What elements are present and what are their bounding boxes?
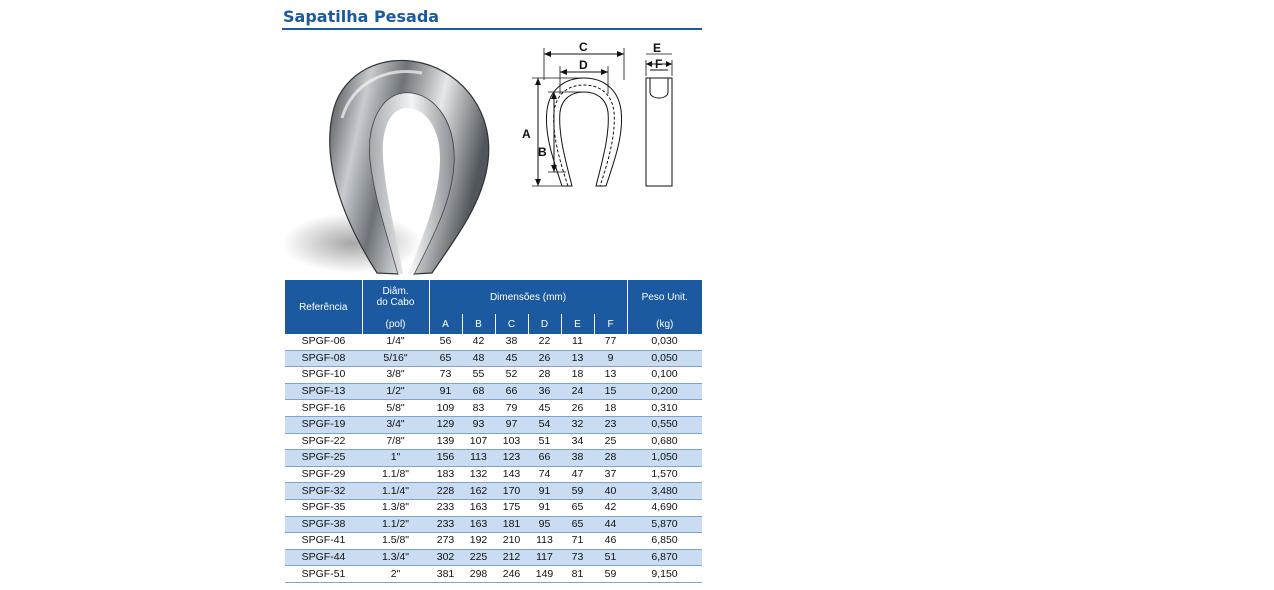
col-header-peso-unit: (kg) [627,314,702,334]
cell-e: 13 [561,350,594,367]
cell-d: 22 [528,334,561,350]
cell-a: 183 [429,466,462,483]
cell-e: 32 [561,416,594,433]
cell-d: 91 [528,483,561,500]
cell-f: 51 [594,549,627,566]
cell-d: 51 [528,433,561,450]
cell-b: 163 [462,499,495,516]
cell-referencia: SPGF-51 [285,566,362,583]
cell-d: 36 [528,383,561,400]
cell-b: 113 [462,450,495,467]
cell-peso: 0,030 [627,334,702,350]
cell-diam: 1.5/8" [362,533,429,550]
cell-e: 59 [561,483,594,500]
cell-f: 28 [594,450,627,467]
table-body [285,334,702,582]
dim-label-f: F [655,57,663,71]
thimble-dimension-drawing-icon [522,40,702,200]
table-row [285,383,702,400]
cell-referencia: SPGF-25 [285,450,362,467]
table-row [285,533,702,550]
cell-referencia: SPGF-10 [285,367,362,384]
cell-a: 73 [429,367,462,384]
cell-diam: 1/2" [362,383,429,400]
cell-b: 298 [462,566,495,583]
table-row [285,350,702,367]
table-row [285,334,702,350]
cell-e: 38 [561,450,594,467]
cell-c: 123 [495,450,528,467]
dim-label-d: D [579,58,588,72]
cell-e: 47 [561,466,594,483]
col-header-diam-line1: Diâm. [382,286,409,297]
cell-e: 65 [561,499,594,516]
cell-c: 212 [495,549,528,566]
cell-a: 109 [429,400,462,417]
col-header-dim-e: E [561,314,594,334]
product-sheet [282,4,702,580]
cell-b: 225 [462,549,495,566]
cell-a: 91 [429,383,462,400]
col-header-diam-unit: (pol) [362,314,429,334]
figures [282,30,702,280]
cell-a: 273 [429,533,462,550]
cell-c: 246 [495,566,528,583]
cell-c: 210 [495,533,528,550]
col-header-dim-a: A [429,314,462,334]
cell-f: 9 [594,350,627,367]
cell-referencia: SPGF-38 [285,516,362,533]
cell-c: 103 [495,433,528,450]
cell-f: 46 [594,533,627,550]
cell-peso: 0,050 [627,350,702,367]
table-row [285,367,702,384]
cell-d: 91 [528,499,561,516]
cell-diam: 3/8" [362,367,429,384]
cell-a: 233 [429,499,462,516]
cell-diam: 1" [362,450,429,467]
cell-d: 95 [528,516,561,533]
cell-c: 45 [495,350,528,367]
cell-f: 42 [594,499,627,516]
cell-b: 68 [462,383,495,400]
cell-peso: 3,480 [627,483,702,500]
cell-peso: 6,850 [627,533,702,550]
col-header-diam-line2: do Cabo [376,297,415,308]
cell-e: 65 [561,516,594,533]
cell-e: 81 [561,566,594,583]
cell-d: 26 [528,350,561,367]
col-header-dim-d: D [528,314,561,334]
cell-d: 66 [528,450,561,467]
dim-label-b: B [538,145,547,159]
heavy-thimble-photo-icon [282,38,502,278]
cell-d: 113 [528,533,561,550]
cell-d: 28 [528,367,561,384]
cell-diam: 1.3/4" [362,549,429,566]
table-row [285,549,702,566]
cell-f: 15 [594,383,627,400]
cell-diam: 7/8" [362,433,429,450]
cell-a: 129 [429,416,462,433]
cell-referencia: SPGF-44 [285,549,362,566]
cell-b: 93 [462,416,495,433]
cell-a: 233 [429,516,462,533]
page-title: Sapatilha Pesada [282,4,702,30]
cell-peso: 9,150 [627,566,702,583]
cell-b: 107 [462,433,495,450]
dim-label-a: A [522,127,531,141]
cell-f: 44 [594,516,627,533]
cell-peso: 0,550 [627,416,702,433]
cell-e: 34 [561,433,594,450]
cell-d: 45 [528,400,561,417]
table-row [285,400,702,417]
table-row [285,483,702,500]
cell-diam: 1/4" [362,334,429,350]
cell-diam: 5/8" [362,400,429,417]
cell-b: 132 [462,466,495,483]
col-header-dim-c: C [495,314,528,334]
cell-f: 77 [594,334,627,350]
cell-b: 192 [462,533,495,550]
table-row [285,566,702,583]
cell-a: 228 [429,483,462,500]
cell-e: 26 [561,400,594,417]
cell-a: 65 [429,350,462,367]
dim-label-e: E [653,41,662,55]
table-row [285,499,702,516]
cell-peso: 6,870 [627,549,702,566]
table-row [285,516,702,533]
cell-c: 181 [495,516,528,533]
cell-f: 18 [594,400,627,417]
cell-peso: 1,570 [627,466,702,483]
cell-c: 66 [495,383,528,400]
col-header-peso: Peso Unit. [627,280,702,314]
cell-referencia: SPGF-35 [285,499,362,516]
cell-diam: 5/16" [362,350,429,367]
table-row [285,433,702,450]
cell-c: 175 [495,499,528,516]
cell-b: 42 [462,334,495,350]
cell-b: 48 [462,350,495,367]
cell-referencia: SPGF-13 [285,383,362,400]
cell-peso: 1,050 [627,450,702,467]
specs-table [285,280,702,583]
cell-f: 13 [594,367,627,384]
cell-b: 163 [462,516,495,533]
cell-f: 23 [594,416,627,433]
cell-f: 37 [594,466,627,483]
cell-diam: 1.1/2" [362,516,429,533]
cell-peso: 5,870 [627,516,702,533]
cell-e: 71 [561,533,594,550]
cell-diam: 3/4" [362,416,429,433]
cell-referencia: SPGF-22 [285,433,362,450]
cell-e: 11 [561,334,594,350]
cell-d: 54 [528,416,561,433]
cell-peso: 4,690 [627,499,702,516]
cell-diam: 1.3/8" [362,499,429,516]
cell-f: 59 [594,566,627,583]
table-row [285,450,702,467]
cell-e: 24 [561,383,594,400]
col-header-referencia: Referência [285,280,362,334]
cell-diam: 1.1/8" [362,466,429,483]
cell-referencia: SPGF-32 [285,483,362,500]
cell-peso: 0,310 [627,400,702,417]
col-header-dimensoes: Dimensões (mm) [429,280,627,314]
col-header-diam [362,280,429,314]
cell-c: 79 [495,400,528,417]
cell-peso: 0,200 [627,383,702,400]
table-row [285,466,702,483]
cell-b: 162 [462,483,495,500]
cell-referencia: SPGF-08 [285,350,362,367]
cell-peso: 0,100 [627,367,702,384]
cell-f: 40 [594,483,627,500]
col-header-dim-b: B [462,314,495,334]
cell-peso: 0,680 [627,433,702,450]
cell-a: 56 [429,334,462,350]
cell-d: 149 [528,566,561,583]
cell-b: 83 [462,400,495,417]
cell-a: 381 [429,566,462,583]
table-row [285,416,702,433]
cell-c: 143 [495,466,528,483]
cell-d: 117 [528,549,561,566]
cell-b: 55 [462,367,495,384]
cell-referencia: SPGF-29 [285,466,362,483]
cell-diam: 2" [362,566,429,583]
cell-a: 139 [429,433,462,450]
cell-c: 170 [495,483,528,500]
cell-a: 302 [429,549,462,566]
cell-c: 52 [495,367,528,384]
cell-c: 38 [495,334,528,350]
cell-d: 74 [528,466,561,483]
cell-e: 18 [561,367,594,384]
cell-e: 73 [561,549,594,566]
cell-diam: 1.1/4" [362,483,429,500]
cell-referencia: SPGF-06 [285,334,362,350]
col-header-dim-f: F [594,314,627,334]
cell-f: 25 [594,433,627,450]
dim-label-c: C [579,40,588,54]
cell-c: 97 [495,416,528,433]
cell-referencia: SPGF-41 [285,533,362,550]
cell-referencia: SPGF-19 [285,416,362,433]
cell-referencia: SPGF-16 [285,400,362,417]
cell-a: 156 [429,450,462,467]
